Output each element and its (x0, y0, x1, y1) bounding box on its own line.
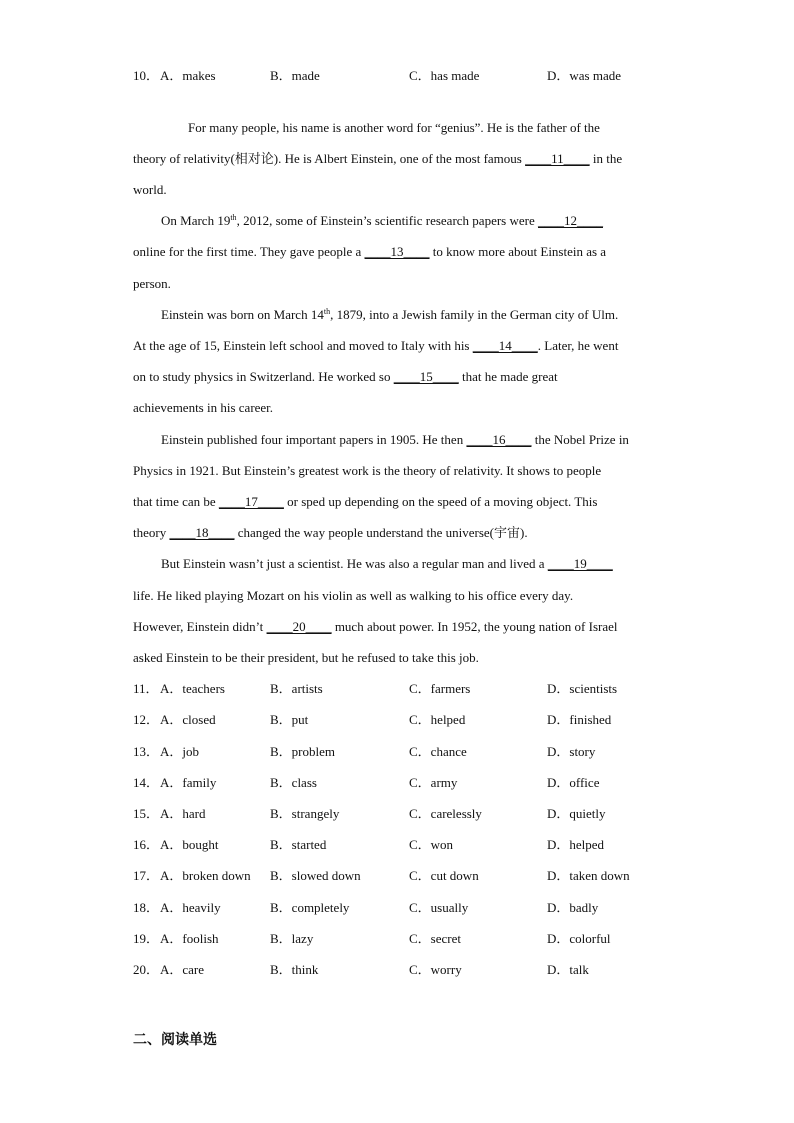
question-number: 16． (133, 837, 160, 852)
blank-13: ____13____ (364, 244, 430, 259)
option-c: C．won (409, 837, 454, 852)
blank-16: ____16____ (466, 432, 532, 447)
question-options (133, 711, 693, 729)
option-d: D．quietly (547, 806, 606, 821)
option-a: A．job (160, 744, 200, 759)
passage-line: Einstein was born on March 14th, 1879, into a Jewish family in the German city of Ulm. (161, 307, 619, 322)
blank-11: ____11____ (525, 151, 590, 166)
option-a: A．care (160, 962, 205, 977)
question-number: 10． (133, 68, 160, 83)
passage-line: on to study physics in Switzerland. He worked so ____15____ that he made great (133, 369, 558, 384)
option-d: D．taken down (547, 868, 630, 883)
question-number: 18． (133, 900, 160, 915)
question-options (133, 961, 693, 979)
option-d: D．was made (547, 68, 622, 83)
option-c: C．usually (409, 900, 469, 915)
question-options (133, 774, 693, 792)
option-b: B．slowed down (270, 868, 361, 883)
option-b: B．class (270, 775, 317, 790)
option-b: B．completely (270, 900, 350, 915)
option-a: A．foolish (160, 931, 219, 946)
option-c: C．carelessly (409, 806, 482, 821)
option-b: B．started (270, 837, 327, 852)
option-a: A．family (160, 775, 217, 790)
passage-line: But Einstein wasn’t just a scientist. He was also a regular man and lived a ____19____ (161, 556, 613, 571)
option-d: D．story (547, 744, 596, 759)
question-number: 12． (133, 712, 160, 727)
passage-line: life. He liked playing Mozart on his violin as well as walking to his office every day. (133, 588, 574, 603)
option-c: C．secret (409, 931, 461, 946)
option-d: D．badly (547, 900, 599, 915)
passage-line: Physics in 1921. But Einstein’s greatest work is the theory of relativity. It shows to people (133, 463, 602, 478)
option-d: D．office (547, 775, 600, 790)
question-options (133, 836, 693, 854)
option-d: D．colorful (547, 931, 611, 946)
option-b: B．lazy (270, 931, 314, 946)
question-number: 15． (133, 806, 160, 821)
option-b: B．put (270, 712, 309, 727)
passage-line: theory of relativity(相对论). He is Albert Einstein, one of the most famous ____11____ in the (133, 151, 623, 166)
option-d: D．finished (547, 712, 612, 727)
option-a: A．bought (160, 837, 219, 852)
question-number: 20． (133, 962, 160, 977)
question-options (133, 680, 693, 698)
blank-15: ____15____ (393, 369, 459, 384)
question-number: 17． (133, 868, 160, 883)
passage-line: achievements in his career. (133, 400, 274, 415)
option-c: C．chance (409, 744, 467, 759)
question-options (133, 805, 693, 823)
option-d: D．talk (547, 962, 589, 977)
blank-12: ____12____ (538, 213, 603, 228)
passage-line: However, Einstein didn’t ____20____ much about power. In 1952, the young nation of Israel (133, 619, 618, 634)
blank-19: ____19____ (547, 556, 613, 571)
question-10-options (133, 67, 693, 85)
passage-line: On March 19th, 2012, some of Einstein’s scientific research papers were ____12____ (161, 213, 603, 228)
option-c: C．helped (409, 712, 466, 727)
passage-line: that time can be ____17____ or sped up depending on the speed of a moving object. This (133, 494, 598, 509)
option-b: B．think (270, 962, 319, 977)
blank-17: ____17____ (218, 494, 284, 509)
option-a: A．hard (160, 806, 206, 821)
passage-line: person. (133, 276, 171, 291)
option-c: C．has made (409, 68, 480, 83)
option-c: C．cut down (409, 868, 479, 883)
option-a: A．closed (160, 712, 216, 727)
blank-18: ____18____ (169, 525, 235, 540)
option-b: B．artists (270, 681, 323, 696)
option-d: D．scientists (547, 681, 618, 696)
question-number: 14． (133, 775, 160, 790)
passage-line: asked Einstein to be their president, but he refused to take this job. (133, 650, 479, 665)
option-a: A．makes (160, 68, 216, 83)
option-a: A．broken down (160, 868, 251, 883)
option-d: D．helped (547, 837, 605, 852)
question-number: 19． (133, 931, 160, 946)
passage-line: world. (133, 182, 167, 197)
blank-14: ____14____ (472, 338, 538, 353)
question-number: 11． (133, 681, 159, 696)
blank-20: ____20____ (266, 619, 332, 634)
question-options (133, 867, 693, 885)
option-a: A．heavily (160, 900, 221, 915)
passage-line: For many people, his name is another word for “genius”. He is the father of the (188, 120, 600, 135)
passage-line: Einstein published four important papers in 1905. He then ____16____ the Nobel Prize in (161, 432, 629, 447)
question-options (133, 899, 693, 917)
section-heading: 二、阅读单选 (133, 1032, 217, 1048)
passage-line: theory ____18____ changed the way people understand the universe(宇宙). (133, 525, 528, 540)
option-c: C．army (409, 775, 458, 790)
question-options (133, 930, 693, 948)
passage-line: At the age of 15, Einstein left school and moved to Italy with his ____14____. Later, he went (133, 338, 619, 353)
option-b: B．made (270, 68, 320, 83)
option-c: C．farmers (409, 681, 471, 696)
option-c: C．worry (409, 962, 462, 977)
passage-line: online for the first time. They gave people a ____13____ to know more about Einstein as a (133, 244, 607, 259)
question-number: 13． (133, 744, 160, 759)
option-b: B．problem (270, 744, 335, 759)
question-options (133, 743, 693, 761)
option-b: B．strangely (270, 806, 340, 821)
option-a: A．teachers (160, 681, 225, 696)
